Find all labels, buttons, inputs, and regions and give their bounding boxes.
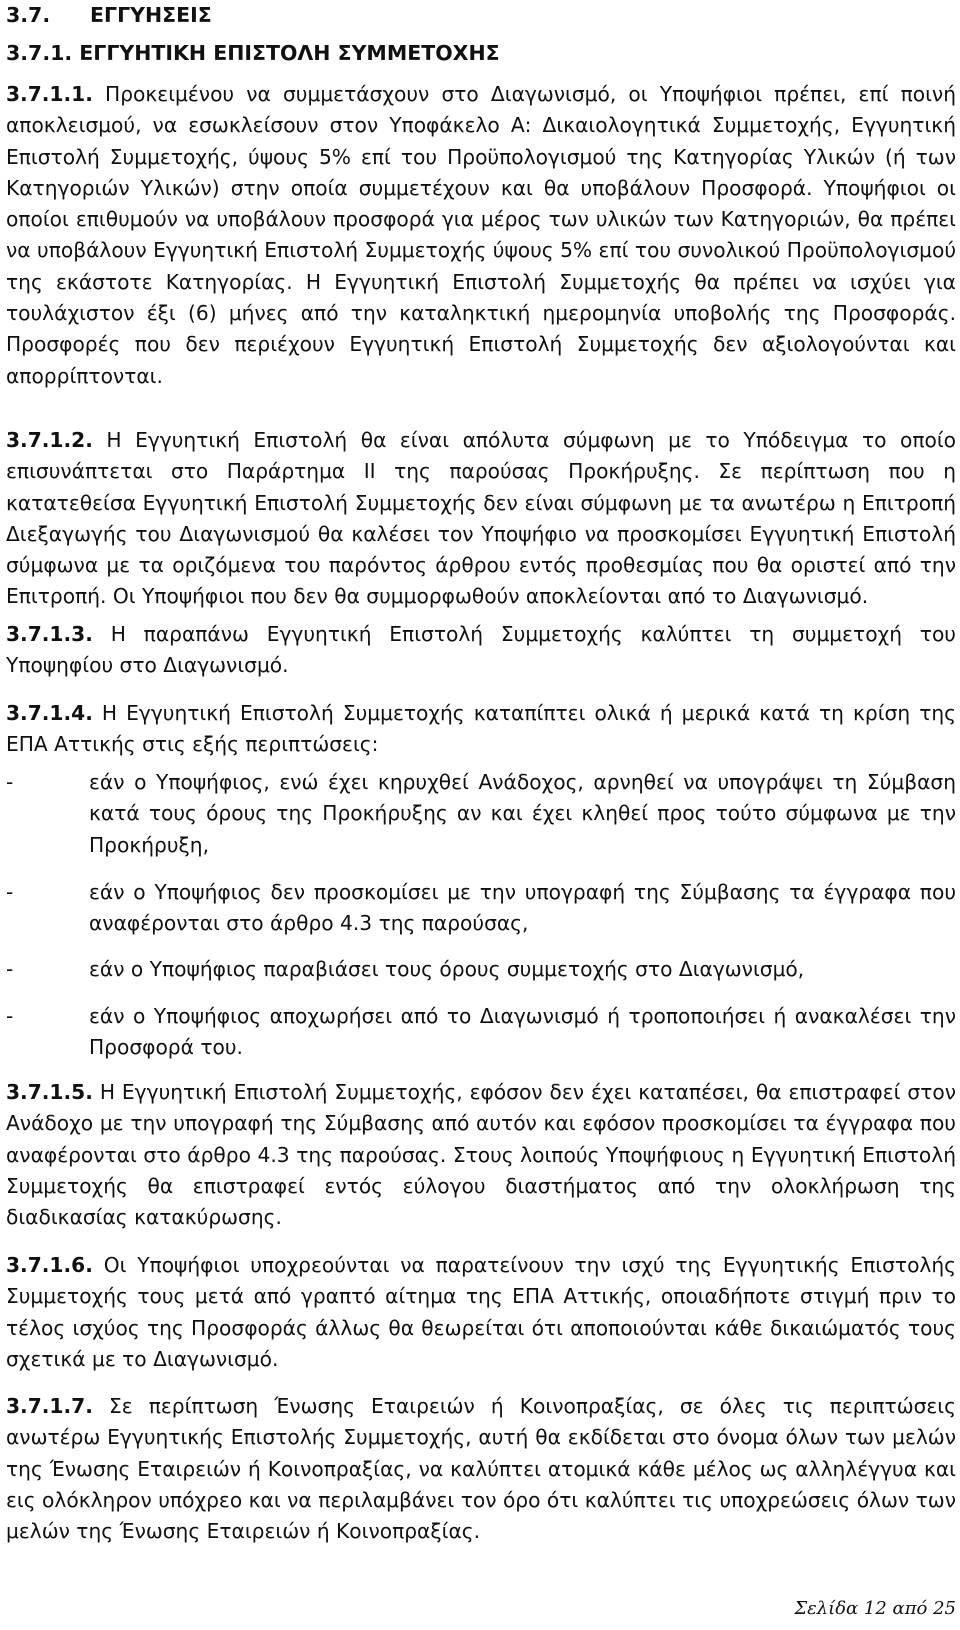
paragraph-3-7-1-3 xyxy=(6,619,956,682)
bullet-text: εάν ο Υποψήφιος, ενώ έχει κηρυχθεί Ανάδοχος, αρνηθεί να υπογράψει τη Σύμβαση κατά τους όρους της Προκήρυξης αν και έχει κληθεί προς τούτο σύμφωνα με την Προκήρυξη, xyxy=(89,770,956,857)
paragraph-3-7-1-4 xyxy=(6,698,956,761)
paragraph-text: Η Εγγυητική Επιστολή Συμμετοχής καταπίπτει ολικά ή μερικά κατά τη κρίση της ΕΠΑ Αττικής στις εξής περιπτώσεις: xyxy=(6,701,956,757)
paragraph-number: 3.7.1.1. xyxy=(6,82,93,106)
paragraph-number: 3.7.1.3. xyxy=(6,622,93,646)
paragraph-number: 3.7.1.5. xyxy=(6,1080,93,1104)
paragraph-3-7-1-2 xyxy=(6,425,956,613)
paragraph-3-7-1-7 xyxy=(6,1391,956,1547)
paragraph-number: 3.7.1.7. xyxy=(6,1394,93,1418)
paragraph-text: Προκειμένου να συμμετάσχουν στο Διαγωνισμό, οι Υποψήφιοι πρέπει, επί ποινή αποκλεισμού, να εσωκλείσουν στον Υποφάκελο Α: Δικαιολογητικά Συμμετοχής, Εγγυητική Επιστολή Συμμετοχής, ύψους 5% επί του Προϋπολογισμού της Κατηγορίας Υλικών (ή των Κατηγοριών Υλικών) στην οποία συμμετέχουν και θα υποβάλουν Προσφορά. Υποψήφιοι οι οποίοι επιθυμούν να υποβάλουν προσφορά για μέρος των υλικών των Κατηγοριών, θα πρέπει να υποβάλουν Εγγυητική Επιστολή Συμμετοχής ύψους 5% επί του συνολικού Προϋπολογισμού της εκάστοτε Κατηγορίας. Η Εγγυητική Επιστολή Συμμετοχής θα πρέπει να ισχύει για τουλάχιστον έξι (6) μήνες από την καταληκτική ημερομηνία υποβολής της Προσφοράς. Προσφορές που δεν περιέχουν Εγγυητική Επιστολή Συμμετοχής δεν αξιολογούνται και απορρίπτονται. xyxy=(6,82,956,388)
list-item xyxy=(6,1001,956,1064)
bullet-marker: - xyxy=(6,1004,14,1028)
paragraph-text: Η Εγγυητική Επιστολή θα είναι απόλυτα σύμφωνη με το Υπόδειγμα το οποίο επισυνάπτεται στο Παράρτημα ΙΙ της παρούσας Προκήρυξης. Σε περίπτωση που η κατατεθείσα Εγγυητική Επιστολή Συμμετοχής δεν είναι σύμφωνη με τα ανωτέρω η Επιτροπή Διεξαγωγής του Διαγωνισμού θα καλέσει τον Υποψήφιο να προσκομίσει Εγγυητική Επιστολή σύμφωνα με τα οριζόμενα του παρόντος άρθρου εντός προθεσμίας που θα οριστεί από την Επιτροπή. Οι Υποψήφιοι που δεν θα συμμορφωθούν αποκλείονται από το Διαγωνισμό. xyxy=(6,428,957,609)
paragraph-3-7-1-6 xyxy=(6,1250,956,1375)
list-item xyxy=(6,877,956,940)
bullet-text: εάν ο Υποψήφιος δεν προσκομίσει με την υπογραφή της Σύμβασης τα έγγραφα που αναφέρονται στο άρθρο 4.3 της παρούσας, xyxy=(89,880,956,936)
bullet-marker: - xyxy=(6,770,14,794)
bullet-marker: - xyxy=(6,880,14,904)
section-title: ΕΓΓΥΗΣΕΙΣ xyxy=(90,3,212,27)
list-item xyxy=(6,954,956,985)
section-heading xyxy=(6,0,212,30)
subsection-heading xyxy=(6,38,500,68)
section-number: 3.7. xyxy=(6,3,51,27)
subsection-number: 3.7.1. xyxy=(6,41,73,65)
list-item xyxy=(6,767,956,861)
paragraph-number: 3.7.1.6. xyxy=(6,1253,93,1277)
paragraph-3-7-1-5 xyxy=(6,1077,956,1233)
paragraph-3-7-1-1 xyxy=(6,79,956,392)
paragraph-text: Σε περίπτωση Ένωσης Εταιρειών ή Κοινοπραξίας, σε όλες τις περιπτώσεις ανωτέρω Εγγυητικής Επιστολής Συμμετοχής, αυτή θα εκδίδεται στο όνομα όλων των μελών της Ένωσης Εταιρειών ή Κοινοπραξίας, να καλύπτει ατομικά κάθε μέλος ως αλληλέγγυα και εις ολόκληρον υπόχρεο και να περιλαμβάνει τον όρο ότι καλύπτει τις υποχρεώσεις όλων των μελών της Ένωσης Εταιρειών ή Κοινοπραξίας. xyxy=(6,1394,956,1544)
paragraph-text: Η Εγγυητική Επιστολή Συμμετοχής, εφόσον δεν έχει καταπέσει, θα επιστραφεί στον Ανάδοχο με την υπογραφή της Σύμβασης από αυτόν και εφόσον προσκομίσει τα έγγραφα που αναφέρονται στο άρθρο 4.3 της παρούσας. Στους λοιπούς Υποψήφιους η Εγγυητική Επιστολή Συμμετοχής θα επιστραφεί εντός εύλογου διαστήματος από την ολοκλήρωση της διαδικασίας κατακύρωσης. xyxy=(6,1080,956,1230)
paragraph-number: 3.7.1.4. xyxy=(6,701,93,725)
paragraph-number: 3.7.1.2. xyxy=(6,428,93,452)
paragraph-text: Οι Υποψήφιοι υποχρεούνται να παρατείνουν την ισχύ της Εγγυητικής Επιστολής Συμμετοχής τους μετά από γραπτό αίτημα της ΕΠΑ Αττικής, οποιαδήποτε στιγμή πριν το τέλος ισχύος της Προσφοράς άλλως θα θεωρείται ότι αποποιούνται κάθε δικαιώματός τους σχετικά με το Διαγωνισμό. xyxy=(6,1253,957,1371)
paragraph-text: Η παραπάνω Εγγυητική Επιστολή Συμμετοχής καλύπτει τη συμμετοχή του Υποψηφίου στο Διαγωνισμό. xyxy=(6,622,956,678)
page-number-footer: Σελίδα 12 από 25 xyxy=(794,1598,956,1619)
bullet-text: εάν ο Υποψήφιος παραβιάσει τους όρους συμμετοχής στο Διαγωνισμό, xyxy=(89,957,805,981)
bullet-marker: - xyxy=(6,957,14,981)
bullet-text: εάν ο Υποψήφιος αποχωρήσει από το Διαγωνισμό ή τροποποιήσει ή ανακαλέσει την Προσφορά του. xyxy=(89,1004,956,1060)
subsection-title: ΕΓΓΥΗΤΙΚΗ ΕΠΙΣΤΟΛΗ ΣΥΜΜΕΤΟΧΗΣ xyxy=(79,41,500,65)
